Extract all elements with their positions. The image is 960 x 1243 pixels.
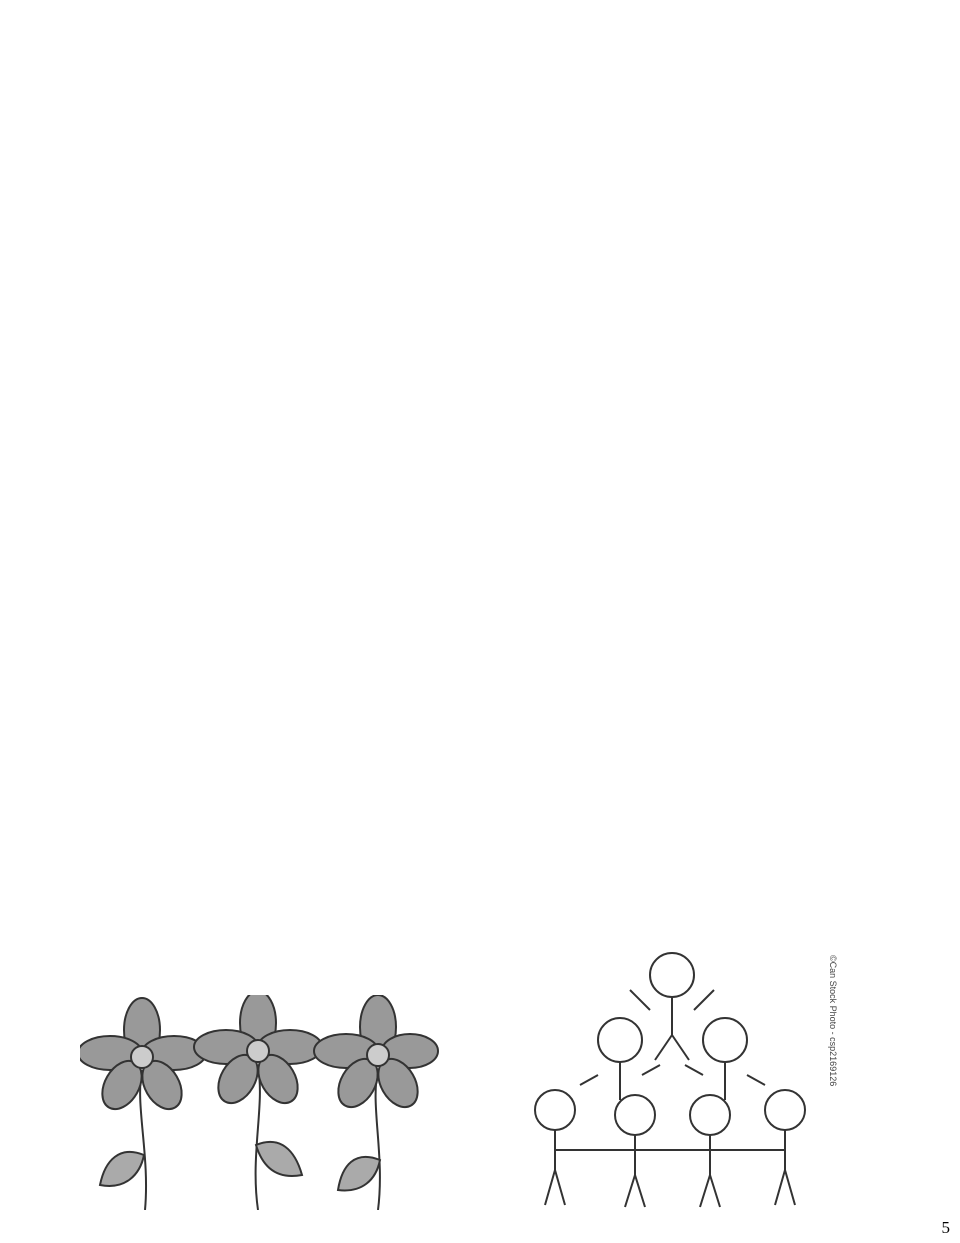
english-column	[460, 0, 910, 14]
flowers-illustration	[80, 995, 440, 1210]
english-intro-heading	[460, 0, 910, 1]
child-row3-1	[535, 1090, 575, 1205]
children-pyramid-illustration	[500, 935, 845, 1215]
finnish-column	[4, 0, 444, 18]
stock-photo-watermark: ©Can Stock Photo - csp2169126	[828, 955, 838, 1087]
child-row2-left	[580, 1018, 660, 1100]
flower-2	[194, 995, 322, 1210]
child-row3-4	[765, 1090, 805, 1205]
child-row2-right	[685, 1018, 765, 1100]
finnish-intro-heading	[4, 0, 444, 4]
flower-1	[80, 998, 206, 1210]
flower-3	[314, 995, 438, 1210]
page-number: 5	[941, 1218, 950, 1237]
